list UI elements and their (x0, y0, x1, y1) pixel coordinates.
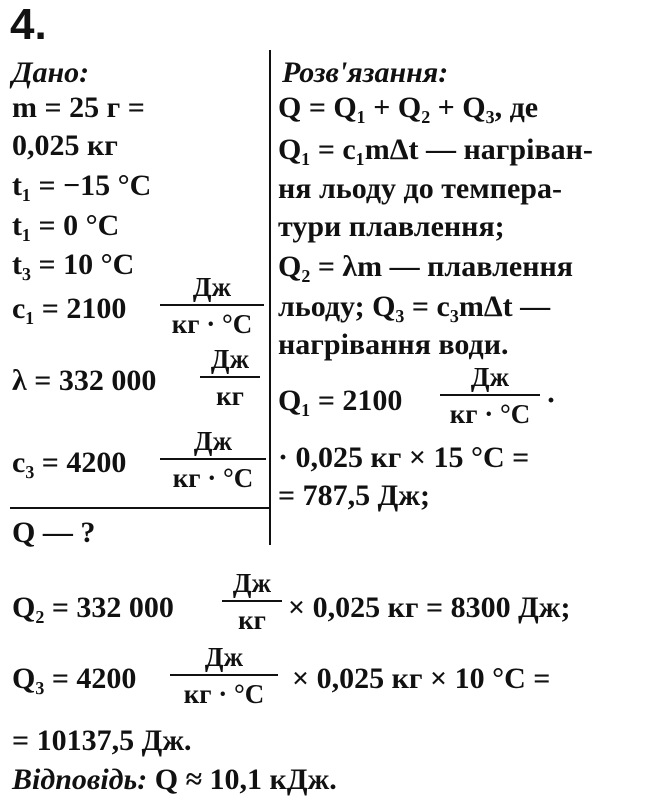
q1-formula: Q₁ = 2100 (278, 384, 403, 417)
q3-unit (170, 642, 278, 709)
solution-heading: Розв'язання: (282, 56, 449, 89)
fraction-bar (440, 394, 540, 396)
given-find: Q — ? (12, 516, 96, 549)
fraction-bar (222, 600, 282, 602)
solution-line-6: льоду; Q₃ = c₃mΔt — (278, 290, 551, 323)
fraction-bar (160, 304, 264, 306)
solution-line-3: ня льоду до темпера- (278, 172, 562, 205)
q2-formula: Q₂ = 332 000 (12, 591, 174, 624)
unit-numerator: Дж (210, 344, 250, 374)
unit-numerator: Дж (204, 642, 244, 672)
unit-denominator: кг (238, 605, 266, 635)
unit-denominator: кг · °С (449, 399, 531, 429)
q3-result: = 10137,5 Дж. (12, 724, 192, 757)
fraction-bar (160, 458, 266, 460)
solution-line-1: Q = Q₁ + Q₂ + Q₃, де (278, 91, 539, 124)
answer (12, 763, 337, 797)
given-c3-unit (160, 426, 266, 493)
given-mass-kg: 0,025 кг (12, 129, 118, 162)
given-t1-melt: t₁ = 0 °С (12, 209, 120, 242)
solution-line-7: нагрівання води. (278, 328, 509, 361)
unit-denominator: кг · °С (172, 463, 254, 493)
q1-unit (440, 362, 540, 429)
q2-unit (222, 568, 282, 635)
given-separator (10, 507, 270, 509)
given-lambda-unit (200, 344, 260, 411)
q1-result: = 787,5 Дж; (278, 479, 430, 512)
q1-continuation: · 0,025 кг × 15 °С = (278, 441, 530, 474)
unit-denominator: кг (216, 381, 244, 411)
q2-result: × 0,025 кг = 8300 Дж; (288, 591, 571, 624)
q1-multiply-dot: · (546, 384, 557, 417)
unit-denominator: кг · °С (171, 309, 253, 339)
column-divider (269, 50, 271, 545)
problem-number: 4. (10, 0, 47, 49)
given-t3: t₃ = 10 °С (12, 248, 135, 281)
unit-numerator: Дж (232, 568, 272, 598)
unit-numerator: Дж (192, 272, 232, 302)
q3-continuation: × 0,025 кг × 10 °С = (292, 662, 551, 695)
given-t1: t₁ = −15 °С (12, 169, 152, 202)
fraction-bar (170, 674, 278, 676)
given-c3: c₃ = 4200 (12, 446, 127, 479)
answer-label: Відповідь: (12, 763, 148, 796)
solution-line-5: Q₂ = λm — плавлення (278, 250, 574, 283)
answer-value: Q ≈ 10,1 кДж. (154, 763, 337, 796)
given-heading: Дано: (12, 56, 90, 89)
given-c1: c₁ = 2100 (12, 292, 127, 325)
unit-denominator: кг · °С (183, 679, 265, 709)
given-lambda: λ = 332 000 (12, 364, 157, 397)
q3-formula: Q₃ = 4200 (12, 662, 137, 695)
fraction-bar (200, 376, 260, 378)
given-c1-unit (160, 272, 264, 339)
unit-numerator: Дж (193, 426, 233, 456)
unit-numerator: Дж (470, 362, 510, 392)
solution-line-4: тури плавлення; (278, 210, 505, 243)
given-mass: m = 25 г = (12, 91, 145, 124)
solution-line-2: Q₁ = c₁mΔt — нагріван- (278, 133, 593, 166)
